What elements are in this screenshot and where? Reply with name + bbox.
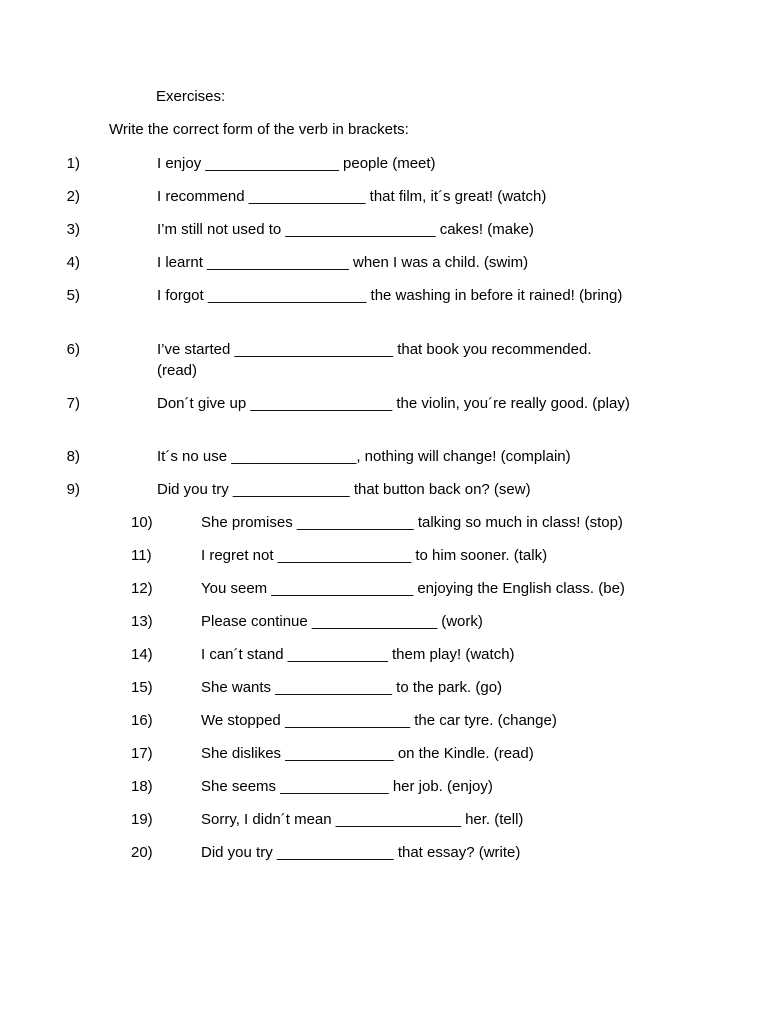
exercise-number: 12) bbox=[131, 580, 153, 597]
exercise-number: 5) bbox=[66, 287, 80, 304]
exercise-text: I learnt _________________ when I was a child. (swim) bbox=[157, 254, 529, 271]
exercise-number: 2) bbox=[66, 188, 80, 205]
exercise-number: 14) bbox=[131, 646, 153, 663]
exercise-text: She seems _____________ her job. (enjoy) bbox=[201, 778, 493, 795]
exercise-number: 16) bbox=[131, 712, 153, 729]
exercise-text: We stopped _______________ the car tyre. (change) bbox=[201, 712, 557, 729]
exercise-text: Please continue _______________ (work) bbox=[201, 613, 483, 630]
exercise-number: 18) bbox=[131, 778, 153, 795]
exercise-text: I forgot ___________________ the washing in before it rained! (bring) bbox=[157, 287, 623, 304]
exercise-text: Did you try ______________ that button back on? (sew) bbox=[157, 481, 531, 498]
exercise-text: She promises ______________ talking so much in class! (stop) bbox=[201, 514, 623, 531]
exercise-text: You seem _________________ enjoying the English class. (be) bbox=[201, 580, 625, 597]
exercise-text: I’ve started ___________________ that book you recommended. (read) bbox=[157, 341, 592, 379]
exercise-number: 1) bbox=[66, 155, 80, 172]
exercise-number: 15) bbox=[131, 679, 153, 696]
exercise-number: 7) bbox=[66, 395, 80, 412]
exercise-text: She wants ______________ to the park. (go) bbox=[201, 679, 503, 696]
exercise-text: Don´t give up _________________ the violin, you´re really good. (play) bbox=[157, 395, 630, 412]
exercises-heading: Exercises: bbox=[156, 88, 226, 105]
exercise-number: 3) bbox=[66, 221, 80, 238]
exercise-number: 10) bbox=[131, 514, 153, 531]
exercise-text: I regret not ________________ to him sooner. (talk) bbox=[201, 547, 548, 564]
exercise-number: 8) bbox=[66, 448, 80, 465]
exercise-text: I’m still not used to __________________ cakes! (make) bbox=[157, 221, 534, 238]
exercise-number: 20) bbox=[131, 844, 153, 861]
exercise-number: 13) bbox=[131, 613, 153, 630]
exercise-number: 6) bbox=[66, 341, 80, 358]
exercise-text: Did you try ______________ that essay? (write) bbox=[201, 844, 521, 861]
exercise-number: 19) bbox=[131, 811, 153, 828]
exercise-number: 9) bbox=[66, 481, 80, 498]
exercise-number: 11) bbox=[131, 547, 152, 564]
exercise-text: It´s no use _______________, nothing will change! (complain) bbox=[157, 448, 571, 465]
exercise-number: 17) bbox=[131, 745, 153, 762]
exercise-text: I recommend ______________ that film, it´s great! (watch) bbox=[157, 188, 547, 205]
exercise-text: She dislikes _____________ on the Kindle. (read) bbox=[201, 745, 534, 762]
exercise-number: 4) bbox=[66, 254, 80, 271]
exercise-text: Sorry, I didn´t mean _______________ her. (tell) bbox=[201, 811, 524, 828]
exercise-text: I can´t stand ____________ them play! (watch) bbox=[201, 646, 515, 663]
instruction-text: Write the correct form of the verb in brackets: bbox=[109, 121, 409, 138]
exercise-text: I enjoy ________________ people (meet) bbox=[157, 155, 436, 172]
